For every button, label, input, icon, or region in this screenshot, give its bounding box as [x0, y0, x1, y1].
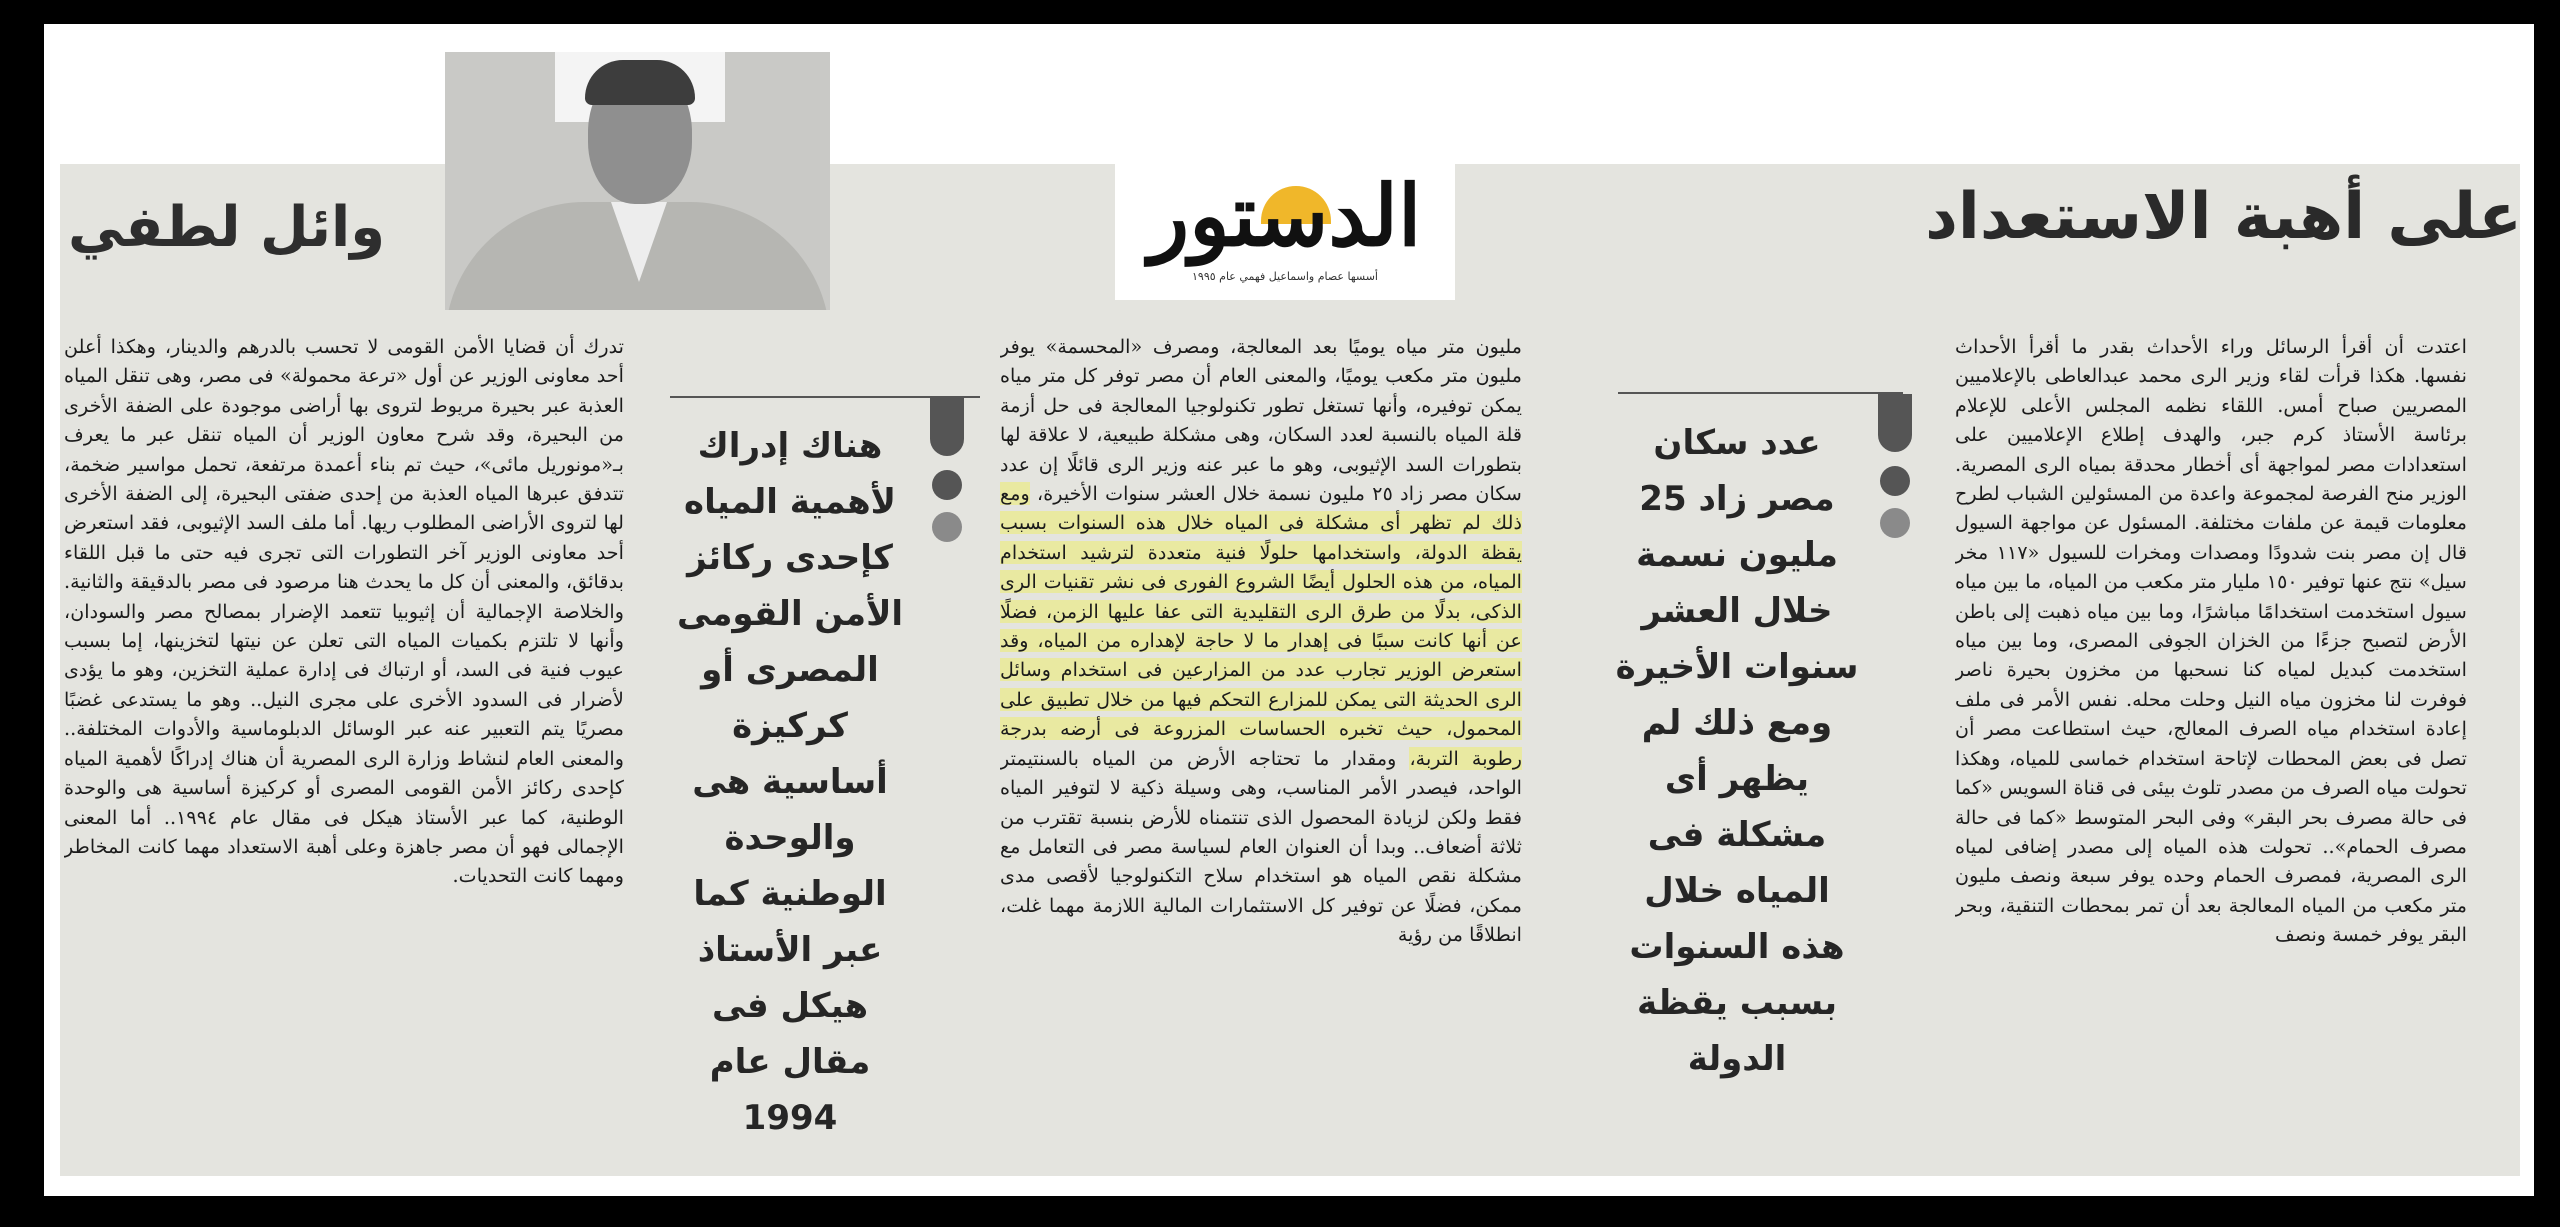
author-name: وائل لطفي — [68, 195, 386, 260]
article-column-1 — [1955, 332, 2467, 1192]
article-headline: على أهبة الاستعداد — [1925, 180, 2522, 254]
pull-quote-2: هناك إدراك لأهمية المياه كإحدى ركائز الأمن القومى المصرى أو كركيزة أساسية هى والوحدة الوطنية كما عبر الأستاذ هيكل فى مقال عام 1994 — [676, 426, 904, 1138]
column-2-text-continued: ومقدار ما تحتاجه الأرض من المياه بالسنتيمتر الواحد، فيصدر الأمر المناسب، وهى وسيلة ذكية لا لتوفير المياه فقط ولكن لزيادة المحصول الذى تنتمناه للأرض بنسبة تقترب من ثلاثة أضعاف.. وبدا أن العنوان العام لسياسة مصر فى التعامل مع مشكلة نقص المياه هو استخدام سلاح التكنولوجيا لأقصى مدى ممكن، فضلًا عن توفير كل الاستثمارات المالية اللازمة مهما غلت، انطلاقًا من رؤية — [1000, 746, 1522, 947]
article-column-3 — [64, 332, 624, 1192]
masthead-title: الدستور — [1148, 166, 1422, 265]
pull-quote-1-dot-icon — [1880, 508, 1910, 538]
column-2-highlighted-text: ومع ذلك لم تظهر أى مشكلة فى المياه خلال هذه السنوات بسبب يقظة الدولة، واستخدامها حلولًا فنية متعددة لترشيد استخدام المياه، من هذه الحلول أيضًا الشروع الفورى فى نشر تقنيات الرى الذكى، بدلًا من طرق الرى التقليدية التى عفا عليها الزمن، فضلًا عن أنها كانت سببًا فى إهدار ما لا حاجة لإهداره من المياه، وقد استعرض الوزير تجارب عدد من المزارعين فى استخدام وسائل الرى الحديثة التى يمكن للمزارع التحكم فيها من خلال تطبيق على المحمول، حيث تخبره الحساسات المزروعة فى أرضه بدرجة رطوبة التربة، — [1000, 482, 1522, 770]
masthead — [1115, 160, 1455, 300]
column-2-text: مليون متر مياه يوميًا بعد المعالجة، ومصرف «المحسمة» يوفر مليون متر مكعب يوميًا، والمعنى العام أن مصر توفر كل متر مياه يمكن توفيره، وأنها تستغل تطور تكنولوجيا المعالجة فى حل أزمة قلة المياه بالنسبة لعدد السكان، وهى مشكلة طبيعية، لا علاقة لها بتطورات السد الإثيوبى، وهو ما عبر عنه وزير الرى قائلًا إن عدد سكان مصر زاد ٢٥ مليون نسمة خلال العشر سنوات الأخيرة، — [1000, 335, 1522, 506]
pull-quote-1: عدد سكان مصر زاد 25 مليون نسمة خلال العشر سنوات الأخيرة ومع ذلك لم يظهر أى مشكلة فى المياه خلال هذه السنوات بسبب يقظة الدولة — [1615, 423, 1859, 1079]
author-photo — [445, 52, 830, 310]
article-column-2 — [1000, 332, 1522, 1192]
pull-quote-1-rule — [1618, 392, 1903, 394]
column-1-text: اعتدت أن أقرأ الرسائل وراء الأحداث بقدر ما أقرأ الأحداث نفسها. هكذا قرأت لقاء وزير الرى محمد عبدالعاطى بالإعلاميين المصريين صباح أمس. اللقاء نظمه المجلس الأعلى للإعلام برئاسة الأستاذ كرم جبر، والهدف إطلاع الإعلاميين على استعدادات مصر لمواجهة أى أخطار محدقة بمياه الرى المصرية. الوزير منح الفرصة لمجموعة واعدة من المسئولين الشباب لطرح معلومات قيمة عن ملفات مختلفة. المسئول عن مواجهة السيول قال إن مصر بنت شدودًا ومصدات ومخرات للسيول «١١٧ مخر سيل» نتج عنها توفير ١٥٠ مليار متر مكعب من المياه، ما بين مياه سيول استخدمت استخدامًا مباشرًا، وما بين مياه ذهبت إلى باطن الأرض لتصبح جزءًا من الخزان الجوفى المصرى، وما بين مياه استخدمت كبديل لمياه كنا نسحبها من مخزون بحيرة ناصر فوفرت لنا مخزون مياه النيل وحلت محله. نفس الأمر فى ملف إعادة استخدام مياه الصرف المعالج، حيث استطاعت مصر أن تصل فى بعض المحطات لإتاحة استخدام خماسى للمياه، وهكذا تحولت مياه الصرف من مصدر تلوث بيئى فى قناة السويس «كما فى حالة مصرف بحر البقر» وفى البحر المتوسط «كما فى حالة مصرف الحمام».. تحولت هذه المياه إلى مصدر إضافى لمياه الرى المصرية، فمصرف الحمام وحده يوفر سبعة ونصف مليون متر مكعب من المياه المعالجة بعد أن تمر بمحطات التنقية، وبحر البقر يوفر خمسة ونصف — [1955, 335, 2467, 947]
pull-quote-2-dot-icon — [932, 470, 962, 500]
pull-quote-2-bullet-icon — [930, 398, 964, 456]
column-3-text: تدرك أن قضايا الأمن القومى لا تحسب بالدرهم والدينار، وهكذا أعلن أحد معاونى الوزير عن أول «ترعة محمولة» فى مصر، وهى تنقل المياه العذبة عبر بحيرة مريوط لتروى بها أراضى موجودة على الضفة الأخرى من البحيرة، وقد شرح معاون الوزير أن المياه تنقل عبر ما يعرف بـ«مونوريل مائى»، حيث تم بناء أعمدة مرتفعة، تحمل مواسير ضخمة، تتدفق عبرها المياه العذبة من إحدى ضفتى البحيرة، إلى الضفة الأخرى لها لتروى الأراضى المطلوب ريها. أما ملف السد الإثيوبى، فقد استعرض أحد معاونى الوزير آخر التطورات التى تجرى فيه حتى ما قبل اللقاء بدقائق، والمعنى أن كل ما يحدث هنا مرصود فى مصر بالدقيقة والثانية. والخلاصة الإجمالية أن إثيوبيا تتعمد الإضرار بمصالح مصر والسودان، وأنها لا تلتزم بكميات المياه التى تعلن عن نيتها لتخزينها، إما بسبب عيوب فنية فى السد، أو ارتباك فى إدارة عملية التخزين، وهو ما يؤدى لأضرار فى السدود الأخرى على مجرى النيل.. وهو ما يستدعى غضبًا مصريًا يتم التعبير عنه عبر الوسائل الدبلوماسية والأدوات المختلفة.. والمعنى العام لنشاط وزارة الرى المصرية أن هناك إدراكًا لأهمية المياه كإحدى ركائز الأمن القومى المصرى أو كركيزة أساسية هى والوحدة الوطنية، كما عبر الأستاذ هيكل فى مقال عام ١٩٩٤.. أما المعنى الإجمالى فهو أن مصر جاهزة وعلى أهبة الاستعداد مهما كانت المخاطر ومهما كانت التحديات. — [64, 335, 624, 888]
masthead-tagline: أسسها عصام واسماعيل فهمي عام ١٩٩٥ — [1192, 270, 1378, 283]
pull-quote-1-dot-icon — [1880, 466, 1910, 496]
pull-quote-1-bullet-icon — [1878, 394, 1912, 452]
pull-quote-2-dot-icon — [932, 512, 962, 542]
